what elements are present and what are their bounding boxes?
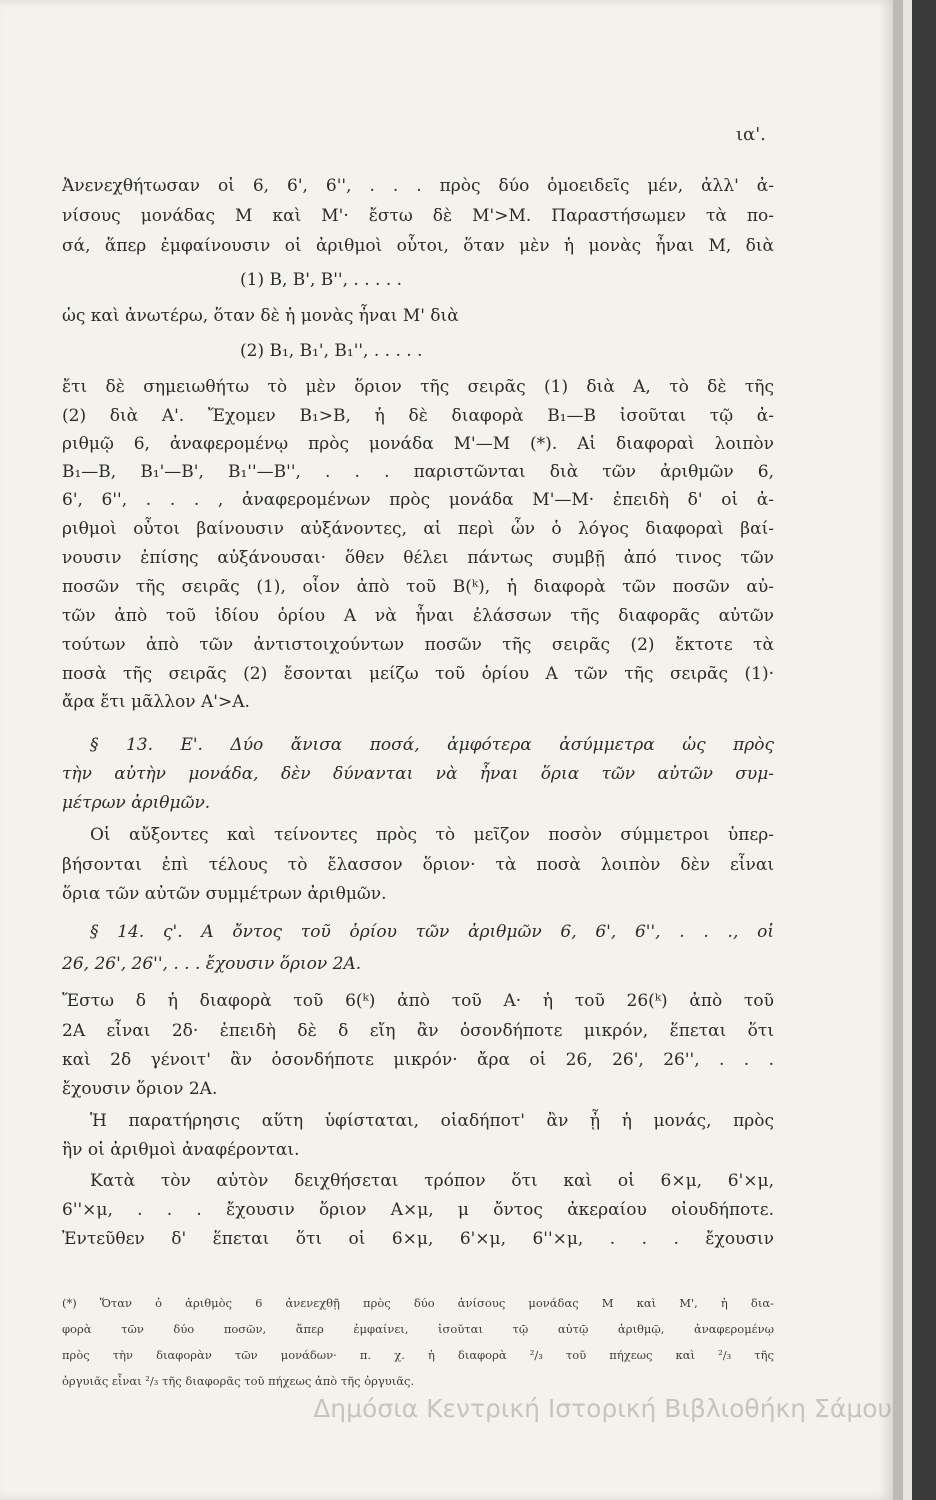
text-line: ριθμῷ 6, ἀναφερομένῳ πρὸς μονάδα Μ'—Μ (*). Αἱ διαφοραὶ λοιπὸν: [62, 434, 774, 454]
footnote-line: (*) Ὅταν ὁ ἀριθμὸς 6 ἀνενεχθῇ πρὸς δύο ἀνίσους μονάδας Μ καὶ Μ', ἡ δια-: [62, 1296, 774, 1310]
text-line: ἔχουσιν ὅριον 2Α.: [62, 1079, 218, 1099]
text-line: Ἀνενεχθήτωσαν οἱ 6, 6', 6'', . . . πρὸς δύο ὁμοειδεῖς μέν, ἀλλ' ἀ-: [62, 176, 774, 196]
page-edge-highlight: [903, 0, 912, 1500]
text-line: 6', 6'', . . . , ἀναφερομένων πρὸς μονάδα Μ'—Μ· ἐπειδὴ δ' οἱ ἀ-: [62, 490, 774, 510]
book-binding-edge: [912, 0, 936, 1500]
text-line: καὶ 2δ γένοιτ' ἂν ὁσονδήποτε μικρόν· ἄρα οἱ 26, 26', 26'', . . .: [62, 1050, 774, 1070]
equation-line: (1) Β, Β', Β'', . . . . .: [240, 270, 403, 290]
text-line: Ἔστω δ ἡ διαφορὰ τοῦ 6(ᵏ) ἀπὸ τοῦ Α· ἡ τοῦ 26(ᵏ) ἀπὸ τοῦ: [62, 991, 774, 1011]
library-watermark: Δημόσια Κεντρική Ιστορική Βιβλιοθήκη Σάμου: [313, 1394, 892, 1423]
text-line: Οἱ αὔξοντες καὶ τείνοντες πρὸς τὸ μεῖζον ποσὸν σύμμετροι ὑπερ-: [90, 825, 774, 845]
text-line: ἄρα ἔτι μᾶλλον Α'>Α.: [62, 692, 250, 712]
footnote-line: φορὰ τῶν δύο ποσῶν, ἅπερ ἐμφαίνει, ἰσοῦται τῷ αὐτῷ ἀριθμῷ, ἀναφερομένῳ: [62, 1322, 774, 1336]
text-line: ἣν οἱ ἀριθμοὶ ἀναφέρονται.: [62, 1140, 300, 1160]
text-line: βήσονται ἐπὶ τέλους τὸ ἔλασσον ὅριον· τὰ ποσὰ λοιπὸν δὲν εἶναι: [62, 855, 774, 875]
text-line: ὅρια τῶν αὐτῶν συμμέτρων ἀριθμῶν.: [62, 884, 387, 904]
text-line: νουσιν ἐπίσης αὐξάνουσαι· ὅθεν θέλει πάντως συμβῇ ἀπό τινος τῶν: [62, 548, 774, 568]
text-line: Β₁—Β, Β₁'—Β', Β₁''—Β'', . . . παριστῶνται διὰ τῶν ἀριθμῶν 6,: [62, 462, 774, 482]
page-number: ια'.: [736, 124, 766, 145]
theorem-text: 26, 26', 26'', . . . ἔχουσιν ὅριον 2Α.: [62, 954, 362, 974]
theorem-heading: § 14. ς'. Α ὄντος τοῦ ὁρίου τῶν ἀριθμῶν 6, 6', 6'', . . ., οἱ: [90, 922, 774, 942]
text-line: 6''×μ, . . . ἔχουσιν ὅριον Α×μ, μ ὄντος ἀκεραίου οἱουδήποτε.: [62, 1200, 774, 1220]
text-line: Ἡ παρατήρησις αὕτη ὑφίσταται, οἱαδήποτ' ἂν ᾖ ἡ μονάς, πρὸς: [90, 1111, 774, 1131]
footnote-line: πρὸς τὴν διαφορὰν τῶν μονάδων· π. χ. ἡ διαφορὰ ²/₃ τοῦ πήχεως καὶ ²/₃ τῆς: [62, 1348, 774, 1362]
text-line: ποσὰ τῆς σειρᾶς (2) ἔσονται μείζω τοῦ ὁρίου Α τῶν τῆς σειρᾶς (1)·: [62, 664, 774, 684]
text-line: τούτων ἀπὸ τῶν ἀντιστοιχούντων ποσῶν τῆς σειρᾶς (2) ἔκτοτε τὰ: [62, 635, 774, 655]
theorem-text: τὴν αὐτὴν μονάδα, δὲν δύνανται νὰ ἦναι ὅρια τῶν αὐτῶν συμ-: [62, 764, 774, 784]
text-line: ριθμοὶ οὗτοι βαίνουσιν αὐξάνοντες, αἱ περὶ ὧν ὁ λόγος διαφοραὶ βαί-: [62, 519, 774, 539]
text-line: τῶν ἀπὸ τοῦ ἰδίου ὁρίου Α νὰ ἦναι ἐλάσσων τῆς διαφορᾶς αὐτῶν: [62, 606, 774, 626]
text-line: σά, ἅπερ ἐμφαίνουσιν οἱ ἀριθμοὶ οὗτοι, ὅταν μὲν ἡ μονὰς ἦναι Μ, διὰ: [62, 236, 774, 256]
text-line: ἔτι δὲ σημειωθήτω τὸ μὲν ὅριον τῆς σειρᾶς (1) διὰ Α, τὸ δὲ τῆς: [62, 377, 774, 397]
text-line: ποσῶν τῆς σειρᾶς (1), οἷον ἀπὸ τοῦ Β(ᵏ), ἡ διαφορὰ τῶν ποσῶν αὐ-: [62, 577, 774, 597]
text-line: 2Α εἶναι 2δ· ἐπειδὴ δὲ δ εἴη ἂν ὁσονδήποτε μικρόν, ἕπεται ὅτι: [62, 1021, 774, 1041]
text-line: νίσους μονάδας Μ καὶ Μ'· ἔστω δὲ Μ'>Μ. Παραστήσωμεν τὰ πο-: [62, 206, 774, 226]
text-line: Ἐντεῦθεν δ' ἕπεται ὅτι οἱ 6×μ, 6'×μ, 6''×μ, . . . ἔχουσιν: [62, 1229, 774, 1249]
footnote-line: ὀργυιᾶς εἶναι ²/₃ τῆς διαφορᾶς τοῦ πήχεως ἀπὸ τῆς ὀργυιᾶς.: [62, 1374, 415, 1388]
theorem-text: μέτρων ἀριθμῶν.: [62, 793, 211, 813]
text-line: Κατὰ τὸν αὐτὸν δειχθήσεται τρόπον ὅτι καὶ οἱ 6×μ, 6'×μ,: [90, 1171, 774, 1191]
equation-line: (2) Β₁, Β₁', Β₁'', . . . . .: [240, 341, 423, 361]
text-line: ὡς καὶ ἀνωτέρω, ὅταν δὲ ἡ μονὰς ἦναι Μ' διὰ: [62, 306, 459, 326]
text-line: (2) διὰ Α'. Ἔχομεν Β₁>Β, ἡ δὲ διαφορὰ Β₁—Β ἰσοῦται τῷ ἀ-: [62, 406, 774, 426]
theorem-heading: § 13. Ε'. Δύο ἄνισα ποσά, ἀμφότερα ἀσύμμετρα ὡς πρὸς: [90, 735, 774, 755]
page-edge-shadow: [893, 0, 903, 1500]
